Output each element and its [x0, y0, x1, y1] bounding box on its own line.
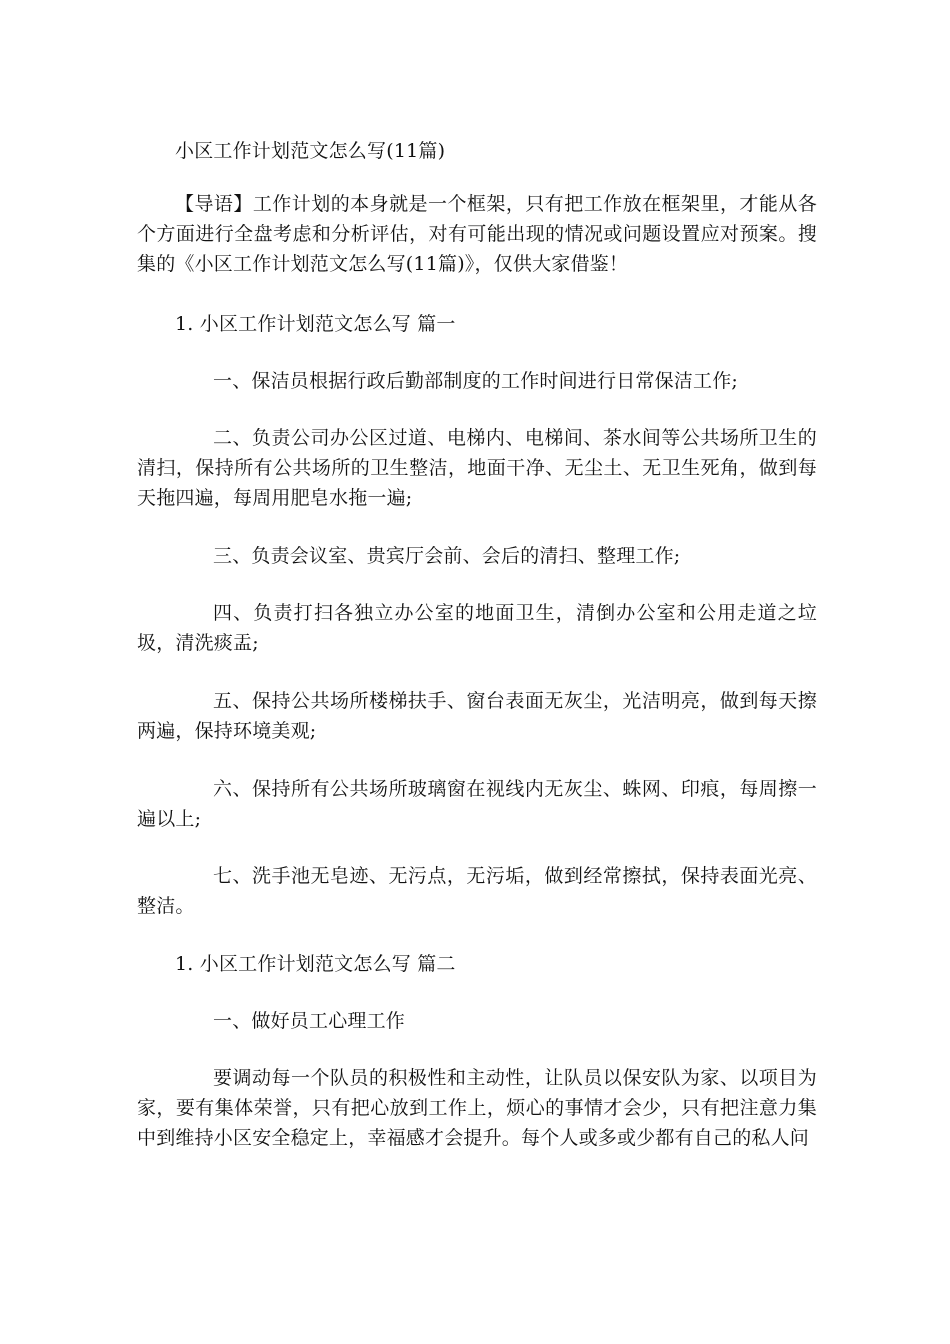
section-heading-1: 1. 小区工作计划范文怎么写 篇一 [175, 313, 456, 335]
section-1-item-2: 二、负责公司办公区过道、电梯内、电梯间、茶水间等公共场所卫生的清扫，保持所有公共场所的卫生整洁，地面干净、无尘土、无卫生死角，做到每天拖四遍，每周用肥皂水拖一遍; [137, 427, 817, 509]
section-1-item-6: 六、保持所有公共场所玻璃窗在视线内无灰尘、蛛网、印痕，每周擦一遍以上; [137, 778, 817, 830]
section-1-item-3: 三、负责会议室、贵宾厅会前、会后的清扫、整理工作; [213, 545, 681, 567]
section-heading-2: 1. 小区工作计划范文怎么写 篇二 [175, 953, 456, 975]
section-2-item-1: 一、做好员工心理工作 [213, 1010, 406, 1032]
document-title: 小区工作计划范文怎么写(11篇) [175, 140, 446, 162]
section-1-item-4: 四、负责打扫各独立办公室的地面卫生，清倒办公室和公用走道之垃圾，清洗痰盂; [137, 602, 817, 654]
section-1-item-7: 七、洗手池无皂迹、无污点，无污垢，做到经常擦拭，保持表面光亮、整洁。 [137, 865, 817, 917]
section-1-item-5: 五、保持公共场所楼梯扶手、窗台表面无灰尘，光洁明亮，做到每天擦两遍，保持环境美观; [137, 690, 817, 742]
intro-paragraph: 【导语】工作计划的本身就是一个框架，只有把工作放在框架里，才能从各个方面进行全盘考虑和分析评估，对有可能出现的情况或问题设置应对预案。搜集的《小区工作计划范文怎么写(11篇)》，仅供大家借鉴！ [137, 193, 817, 275]
section-1-item-1: 一、保洁员根据行政后勤部制度的工作时间进行日常保洁工作; [213, 370, 739, 392]
section-2-item-2: 要调动每一个队员的积极性和主动性，让队员以保安队为家、以项目为家，要有集体荣誉，只有把心放到工作上，烦心的事情才会少，只有把注意力集中到维持小区安全稳定上，幸福感才会提升。每个人或多或少都有自己的私人问 [137, 1067, 817, 1149]
